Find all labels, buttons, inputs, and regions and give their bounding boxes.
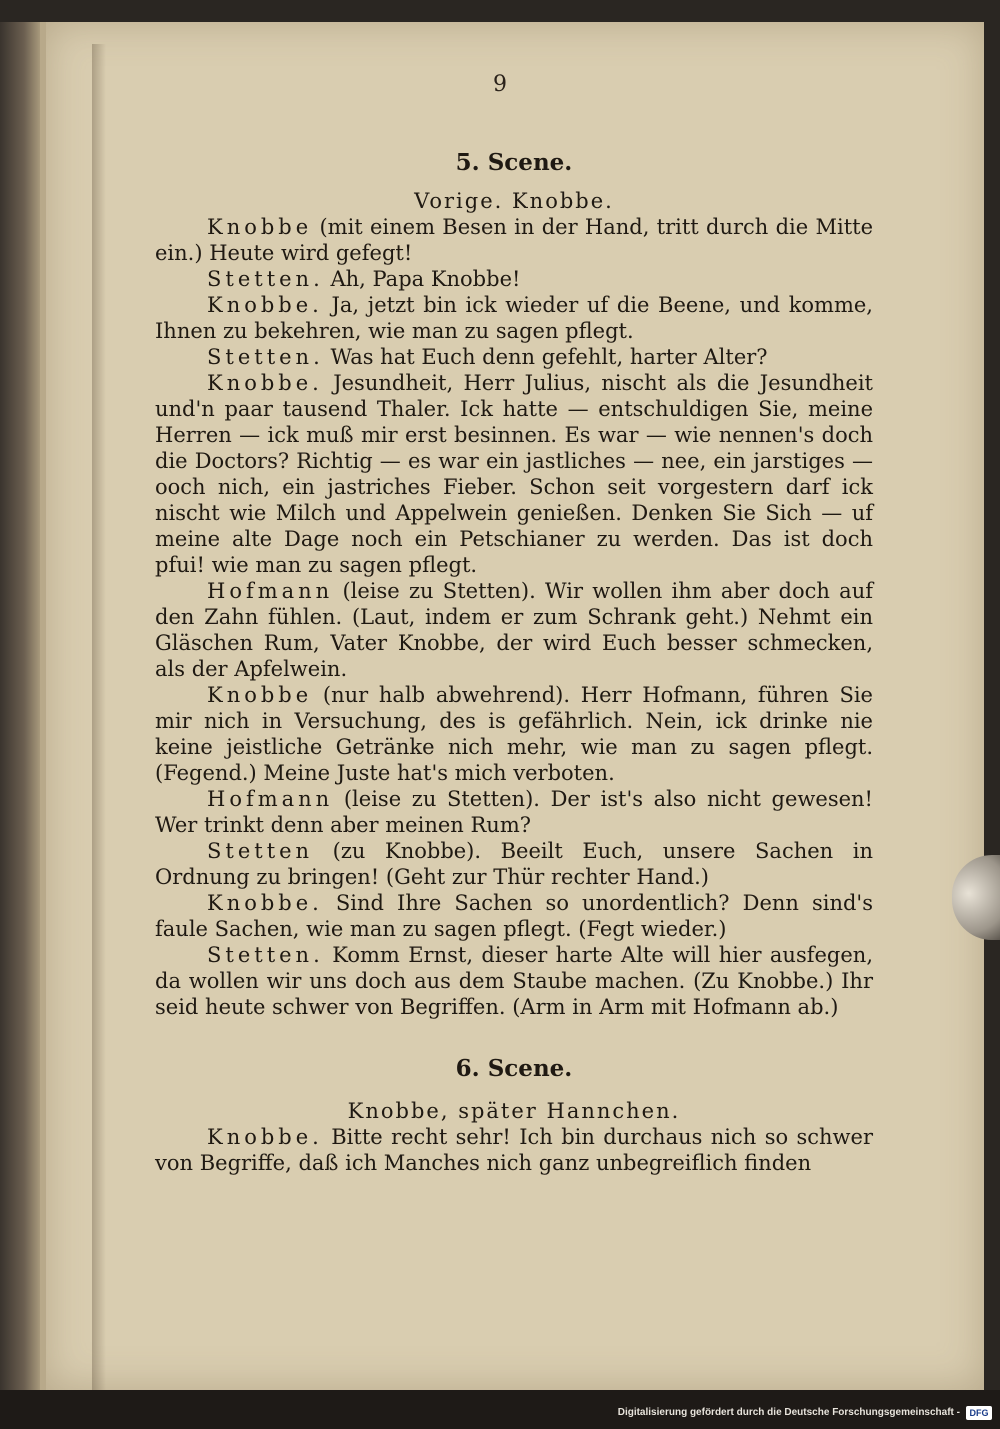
dialogue-paragraph	[155, 942, 873, 1020]
speaker-name: Knobbe	[207, 215, 313, 239]
dialogue-text: (leise zu Stetten). Der ist's also nicht gewesen! Wer trinkt denn aber meinen Rum?	[155, 787, 873, 837]
scene-5-title: 5. Scene.	[455, 149, 573, 176]
dialogue-paragraph	[155, 1124, 873, 1176]
scene-5-cast: Vorige. Knobbe.	[414, 189, 614, 213]
dialogue-text: Komm Ernst, dieser harte Alte will hier ausfegen, da wollen wir uns doch aus dem Staube machen. (Zu Knobbe.) Ihr seid heute schwer von Begriffen. (Arm in Arm mit Hofmann ab.)	[155, 943, 873, 1019]
dialogue-paragraph	[155, 214, 873, 266]
dialogue-text: Ah, Papa Knobbe!	[323, 267, 521, 291]
dialogue-text: Sind Ihre Sachen so unordentlich? Denn sind's faule Sachen, wie man zu sagen pflegt. (Fegt wieder.)	[155, 891, 873, 941]
speaker-name: Stetten.	[207, 943, 324, 967]
page-text	[155, 150, 873, 1176]
dialogue-text: Was hat Euch denn gefehlt, harter Alter?	[323, 345, 768, 369]
dialogue-paragraph	[155, 786, 873, 838]
footer-credit: Digitalisierung gefördert durch die Deutsche Forschungsgemeinschaft -	[617, 1407, 960, 1418]
speaker-name: Knobbe.	[207, 1125, 323, 1149]
speaker-name: Stetten	[207, 839, 314, 863]
dialogue-text: (leise zu Stetten). Wir wollen ihm aber doch auf den Zahn fühlen. (Laut, indem er zum Schrank geht.) Nehmt ein Gläschen Rum, Vater Knobbe, der wird Euch besser schmecken, als der Apfelwein.	[155, 579, 873, 681]
speaker-name: Knobbe.	[207, 371, 323, 395]
dialogue-text: (zu Knobbe). Beeilt Euch, unsere Sachen in Ordnung zu bringen! (Geht zur Thür rechter Hand.)	[155, 839, 873, 889]
dialogue-paragraph	[155, 682, 873, 786]
speaker-name: Stetten.	[207, 267, 324, 291]
dialogue-text: Ja, jetzt bin ick wieder uf die Beene, und komme, Ihnen zu bekehren, wie man zu sagen pflegt.	[155, 293, 873, 343]
dialogue-paragraph	[155, 890, 873, 942]
dialogue-text: (nur halb abwehrend). Herr Hofmann, führen Sie mir nich in Versuchung, des is gefährlich. Nein, ick drinke nie keine jeistliche Getränke nich mehr, wie man zu sagen pflegt. (Fegend.) Meine Juste hat's mich verboten.	[155, 683, 873, 785]
dialogue-paragraph	[155, 370, 873, 578]
speaker-name: Hofmann	[207, 787, 334, 811]
dfg-logo-icon: DFG	[966, 1406, 992, 1420]
dialogue-paragraph	[155, 266, 873, 292]
scene-6-title: 6. Scene.	[455, 1055, 573, 1082]
dialogue-paragraph	[155, 344, 873, 370]
speaker-name: Knobbe	[207, 683, 313, 707]
page-fold-shadow	[92, 44, 106, 1412]
page-number: 9	[493, 72, 507, 97]
dialogue-text: Bitte recht sehr! Ich bin durchaus nich so schwer von Begriffe, daß ich Manches nich ganz unbegreiflich finden	[155, 1125, 873, 1175]
speaker-name: Knobbe.	[207, 293, 323, 317]
speaker-name: Hofmann	[207, 579, 334, 603]
dialogue-text: (mit einem Besen in der Hand, tritt durch die Mitte ein.) Heute wird gefegt!	[155, 215, 873, 265]
dialogue-paragraph	[155, 292, 873, 344]
dialogue-paragraph	[155, 838, 873, 890]
book-binding	[0, 22, 40, 1390]
dialogue-text: Jesundheit, Herr Julius, nischt als die Jesundheit und'n paar tausend Thaler. Ick hatte — entschuldigen Sie, meine Herren — ick muß mir erst besinnen. Es war — wie nennen's doch die Doctors? Richtig — es war ein jastliches — nee, ein jarstiges — ooch nich, ein jastriches Fieber. Schon seit vorgestern darf ick nischt wie Milch und Appelwein genießen. Denken Sie Sich — uf meine alte Dage noch ein Petschianer zu werden. Das ist doch pfui! wie man zu sagen pflegt.	[155, 371, 873, 577]
dialogue-paragraph	[155, 578, 873, 682]
speaker-name: Stetten.	[207, 345, 324, 369]
speaker-name: Knobbe.	[207, 891, 323, 915]
scene-6-cast: Knobbe, später Hannchen.	[347, 1099, 681, 1123]
footer-bar	[0, 1390, 1000, 1429]
